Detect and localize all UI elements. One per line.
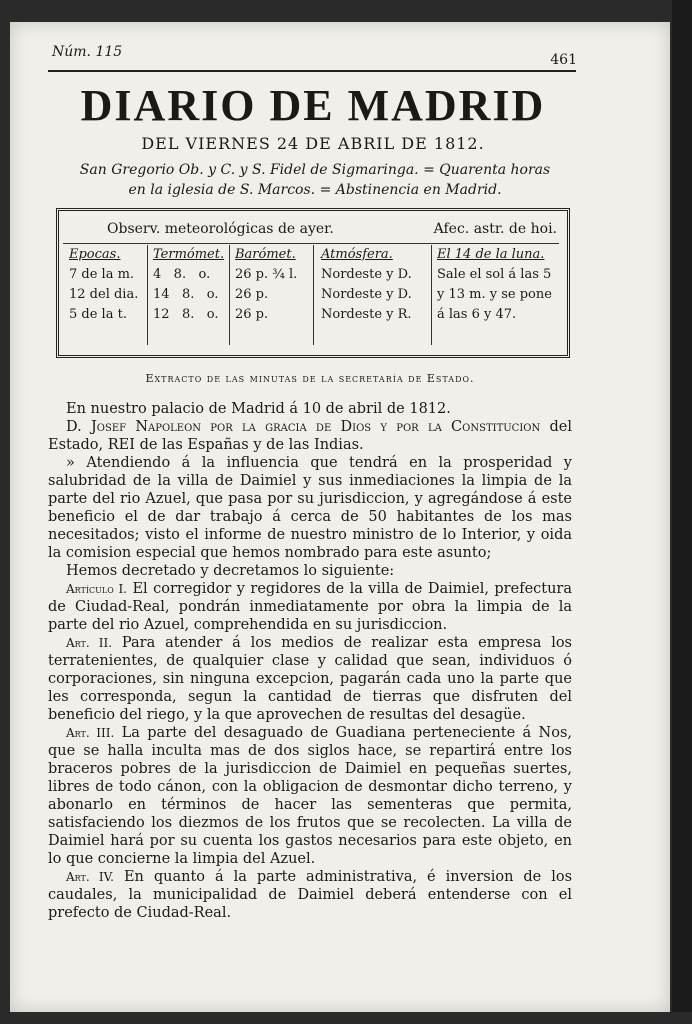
table-cell: á las 6 y 47. xyxy=(437,307,517,322)
section-title: Extracto de las minutas de la secretaría de Estado. xyxy=(145,372,475,385)
column-header: El 14 de la luna. xyxy=(437,247,545,262)
article-4 xyxy=(48,868,572,922)
header-rule xyxy=(48,70,576,72)
table-cell: 26 p. xyxy=(235,287,269,302)
decree-heading-rest: del Estado, REI de las Españas y de las Indias. xyxy=(48,419,573,453)
column-atmosfera xyxy=(321,247,431,322)
column-header: Atmósfera. xyxy=(321,247,393,262)
table-cell: Nordeste y D. xyxy=(321,287,412,302)
article-text: El corregidor y regidores de la villa de Daimiel, prefectura de Ciudad-Real, pondrán inmediatamente por obra la limpia de la parte del rio Azuel, comprehendida en su jurisdiccion. xyxy=(48,581,573,633)
column-header: Termómet. xyxy=(153,247,225,262)
column-header: Epocas. xyxy=(69,247,121,262)
table-cell: 7 de la m. xyxy=(69,267,135,282)
article-body xyxy=(48,400,572,922)
weather-title: Observ. meteorológicas de ayer. xyxy=(107,221,334,237)
article-label: Art. II. xyxy=(66,636,113,650)
table-cell: 14 8. o. xyxy=(153,287,219,302)
column-divider xyxy=(313,245,314,345)
dateline: DEL VIERNES 24 DE ABRIL DE 1812. xyxy=(141,134,485,153)
column-epocas xyxy=(69,247,147,322)
paragraph: » Atendiendo á la influencia que tendrá en la prosperidad y salubridad de la villa de Daimiel y sus inmediaciones la limpia de la parte del rio Azuel, que pasa por su jurisdiccion, y agregándose á este beneficio el de dar trabajo á cerca de 50 habitantes de los mas necesitados; visto el informe de nuestro ministro de lo Interior, y oida la comision especial que hemos nombrado para este asunto; xyxy=(48,455,572,561)
column-divider xyxy=(229,245,230,345)
paragraph: En nuestro palacio de Madrid á 10 de abril de 1812. xyxy=(66,401,451,417)
paragraph xyxy=(48,418,572,454)
article-1 xyxy=(48,580,572,634)
scan-right-border xyxy=(672,0,692,1024)
saints-line-2: en la iglesia de S. Marcos. = Abstinencia en Madrid. xyxy=(128,182,502,198)
scan-bottom-border xyxy=(0,1012,692,1024)
article-3 xyxy=(48,724,572,868)
weather-table xyxy=(56,208,570,358)
column-termometro xyxy=(153,247,231,322)
table-cell: Nordeste y D. xyxy=(321,267,412,282)
column-header: Barómet. xyxy=(235,247,296,262)
table-cell: 26 p. xyxy=(235,307,269,322)
paragraph: Hemos decretado y decretamos lo siguiente: xyxy=(66,563,395,579)
article-2 xyxy=(48,634,572,724)
saints-of-day xyxy=(60,160,570,200)
astro-title: Afec. astr. de hoi. xyxy=(433,221,557,237)
scan-top-border xyxy=(0,0,692,22)
column-divider xyxy=(431,245,432,345)
article-text: Para atender á los medios de realizar esta empresa los terratenientes, de qualquier clase y calidad que sean, individuos ó corporaciones, sin ninguna excepcion, pagarán cada uno la parte que les corresponda, segun la cantidad de tierras que disfruten del beneficio del riego, y la que aprovechen de resultas del desagüe. xyxy=(48,635,572,723)
article-label: Art. III. xyxy=(66,726,115,740)
article-label: Artículo I. xyxy=(66,582,127,596)
table-cell: 12 8. o. xyxy=(153,307,219,322)
column-barometro xyxy=(235,247,311,322)
saints-line-1: San Gregorio Ob. y C. y S. Fidel de Sigmaringa. = Quarenta horas xyxy=(79,162,551,178)
table-cell: 12 del dia. xyxy=(69,287,139,302)
table-cell: 4 8. o. xyxy=(153,267,211,282)
page-number: 461 xyxy=(550,52,577,68)
article-label: Art. IV. xyxy=(66,870,114,884)
table-cell: y 13 m. y se pone xyxy=(437,287,552,302)
column-luna xyxy=(437,247,561,322)
table-cell: Sale el sol á las 5 xyxy=(437,267,552,282)
table-cell: 26 p. ¾ l. xyxy=(235,267,298,282)
column-divider xyxy=(147,245,148,345)
weather-table-header xyxy=(67,219,557,243)
table-cell: 5 de la t. xyxy=(69,307,127,322)
masthead-title: DIARIO DE MADRID xyxy=(80,81,546,130)
article-text: La parte del desaguado de Guadiana perteneciente á Nos, que se halla inculta mas de dos siglos hace, se repartirá entre los braceros pobres de la jurisdiccion de Daimiel en pequeñas suertes, libres de todo cánon, con la obligacion de desmontar dicho terreno, y abonarlo en términos de hacer las sementeras que permita, satisfaciendo los diezmos de los frutos que se recolecten. La villa de Daimiel hará por su cuenta los gastos necesarios para este objeto, en lo que concierne la limpia del Azuel. xyxy=(48,725,573,867)
issue-number: Núm. 115 xyxy=(52,44,123,60)
article-text: En quanto á la parte administrativa, é inversion de los caudales, la municipalidad de Daimiel deberá entenderse con el prefecto de Ciudad-Real. xyxy=(48,869,573,921)
decree-heading: D. Josef Napoleon por la gracia de Dios y por la Constitucion xyxy=(66,419,541,435)
table-cell: Nordeste y R. xyxy=(321,307,412,322)
weather-separator xyxy=(63,243,559,244)
